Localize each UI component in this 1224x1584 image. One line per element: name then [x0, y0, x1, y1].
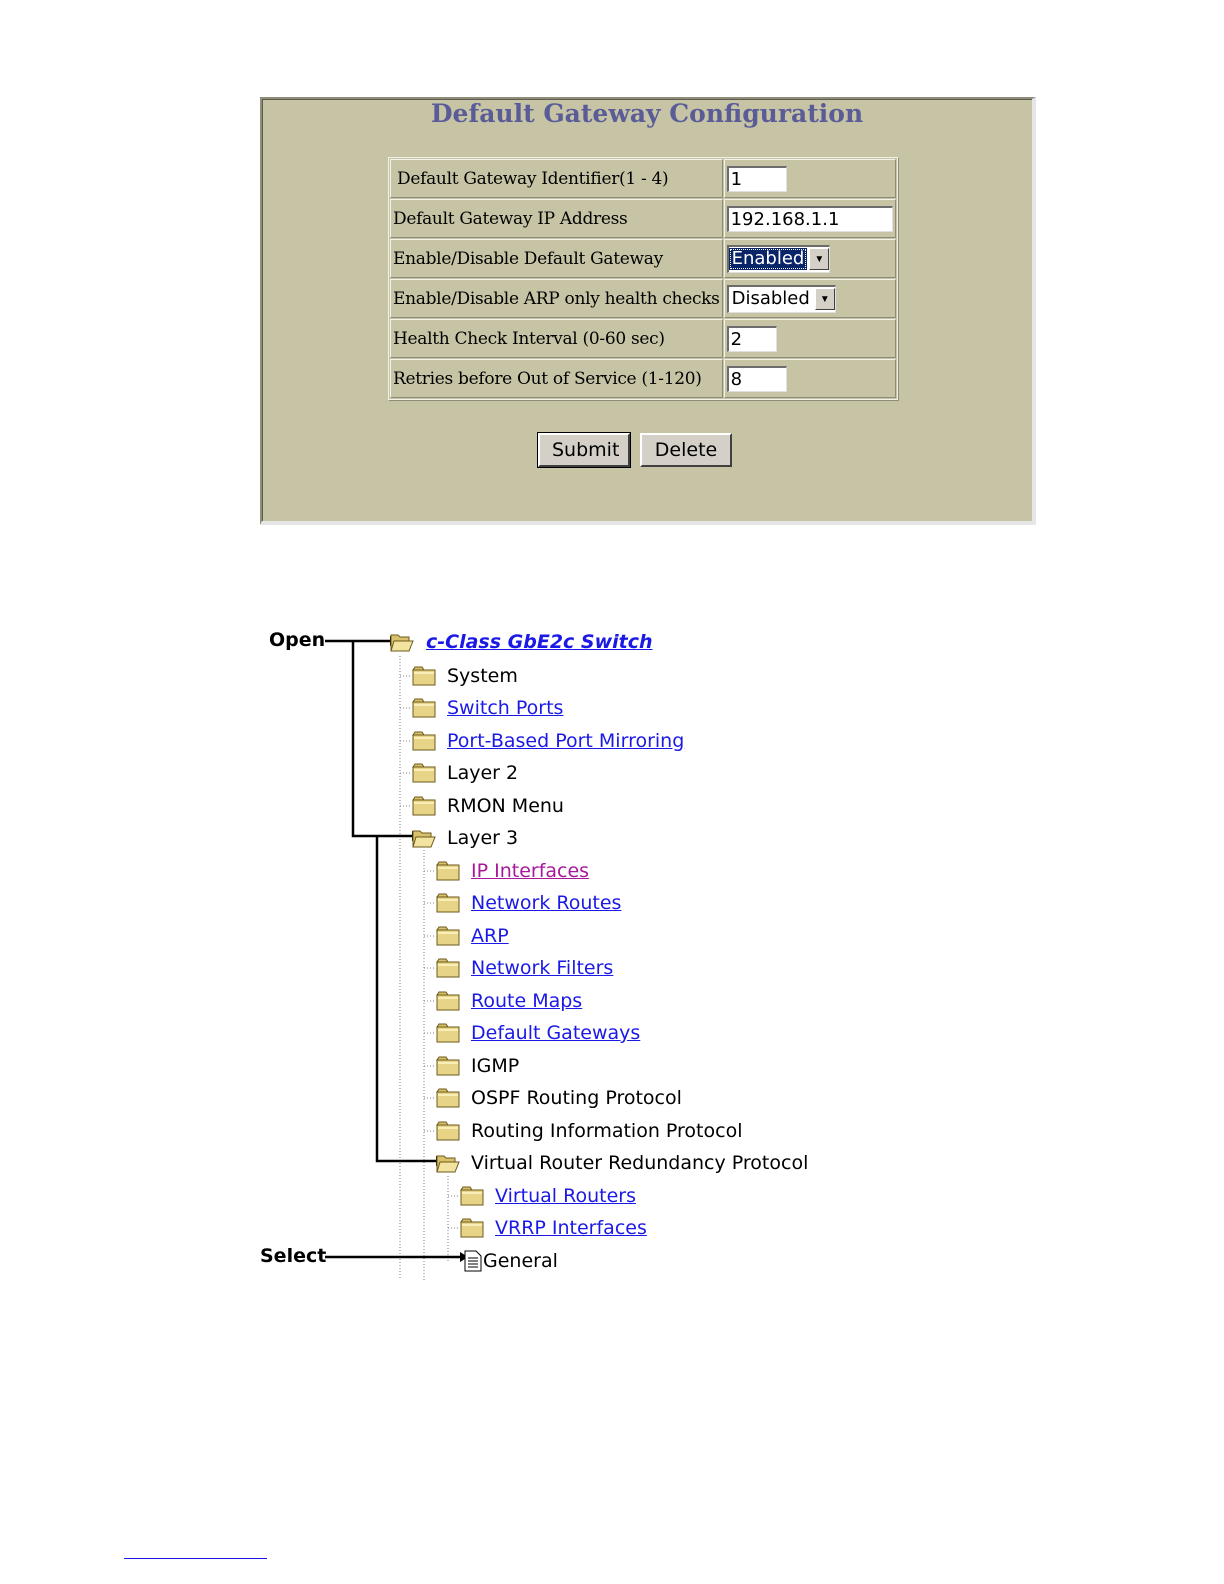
network-filters-link[interactable]: Network Filters — [471, 957, 614, 979]
retries-input[interactable]: 8 — [727, 366, 787, 392]
virtual-routers-link[interactable]: Virtual Routers — [495, 1185, 636, 1207]
chevron-down-icon[interactable]: ▼ — [809, 248, 829, 270]
tree-item-network-routes[interactable] — [471, 888, 621, 918]
tree-item-ip-interfaces[interactable] — [471, 856, 589, 886]
panel-title: Default Gateway Configuration — [430, 99, 864, 128]
tree-item-vrrp[interactable]: Virtual Router Redundancy Protocol — [471, 1152, 809, 1174]
tree-root-link[interactable]: c-Class GbE2c Switch — [426, 631, 653, 653]
tree-item-ospf[interactable]: OSPF Routing Protocol — [471, 1087, 682, 1109]
ip-interfaces-link[interactable]: IP Interfaces — [471, 860, 590, 882]
enable-gateway-label: Enable/Disable Default Gateway — [390, 239, 723, 278]
gateway-ip-input[interactable]: 192.168.1.1 — [727, 206, 893, 232]
switch-ports-link[interactable]: Switch Ports — [447, 697, 564, 719]
tree-item-layer-3[interactable]: Layer 3 — [447, 827, 519, 849]
chevron-down-icon[interactable]: ▼ — [815, 288, 835, 310]
tree-item-switch-ports[interactable] — [447, 693, 563, 723]
gateway-id-input[interactable]: 1 — [727, 166, 787, 192]
enable-gateway-value: Enabled — [729, 248, 808, 270]
retries-label: Retries before Out of Service (1-120) — [390, 359, 723, 398]
tree-item-network-filters[interactable] — [471, 953, 613, 983]
tree-item-virtual-routers[interactable] — [495, 1181, 636, 1211]
tree-item-general[interactable]: General — [483, 1250, 558, 1272]
submit-button[interactable]: Submit — [538, 433, 630, 467]
vrrp-interfaces-link[interactable]: VRRP Interfaces — [495, 1217, 647, 1239]
footnote-divider — [124, 1558, 267, 1559]
tree-item-layer-2[interactable]: Layer 2 — [447, 762, 519, 784]
gateway-id-label: Default Gateway Identifier(1 - 4) — [390, 159, 723, 198]
delete-button[interactable]: Delete — [640, 433, 732, 467]
health-check-interval-input[interactable]: 2 — [727, 326, 777, 352]
tree-item-port-mirroring[interactable] — [447, 726, 684, 756]
arp-health-check-value: Disabled — [731, 288, 810, 309]
default-gateways-link[interactable]: Default Gateways — [471, 1022, 641, 1044]
tree-item-system[interactable]: System — [447, 665, 518, 687]
health-check-interval-label: Health Check Interval (0-60 sec) — [390, 319, 723, 358]
tree-item-arp[interactable] — [471, 921, 509, 951]
tree-item-route-maps[interactable] — [471, 986, 582, 1016]
open-callout: Open — [269, 629, 326, 651]
tree-item-rip[interactable]: Routing Information Protocol — [471, 1120, 743, 1142]
tree-item-rmon-menu[interactable]: RMON Menu — [447, 795, 564, 817]
tree-root[interactable] — [426, 627, 653, 657]
arp-link[interactable]: ARP — [471, 925, 509, 947]
tree-item-igmp[interactable]: IGMP — [471, 1055, 520, 1077]
tree-item-vrrp-interfaces[interactable] — [495, 1213, 647, 1243]
route-maps-link[interactable]: Route Maps — [471, 990, 583, 1012]
network-routes-link[interactable]: Network Routes — [471, 892, 622, 914]
port-mirroring-link[interactable]: Port-Based Port Mirroring — [447, 730, 685, 752]
arp-health-check-label: Enable/Disable ARP only health checks — [390, 279, 723, 318]
select-callout: Select — [260, 1245, 327, 1267]
tree-item-default-gateways[interactable] — [471, 1018, 640, 1048]
gateway-ip-label: Default Gateway IP Address — [390, 199, 723, 238]
